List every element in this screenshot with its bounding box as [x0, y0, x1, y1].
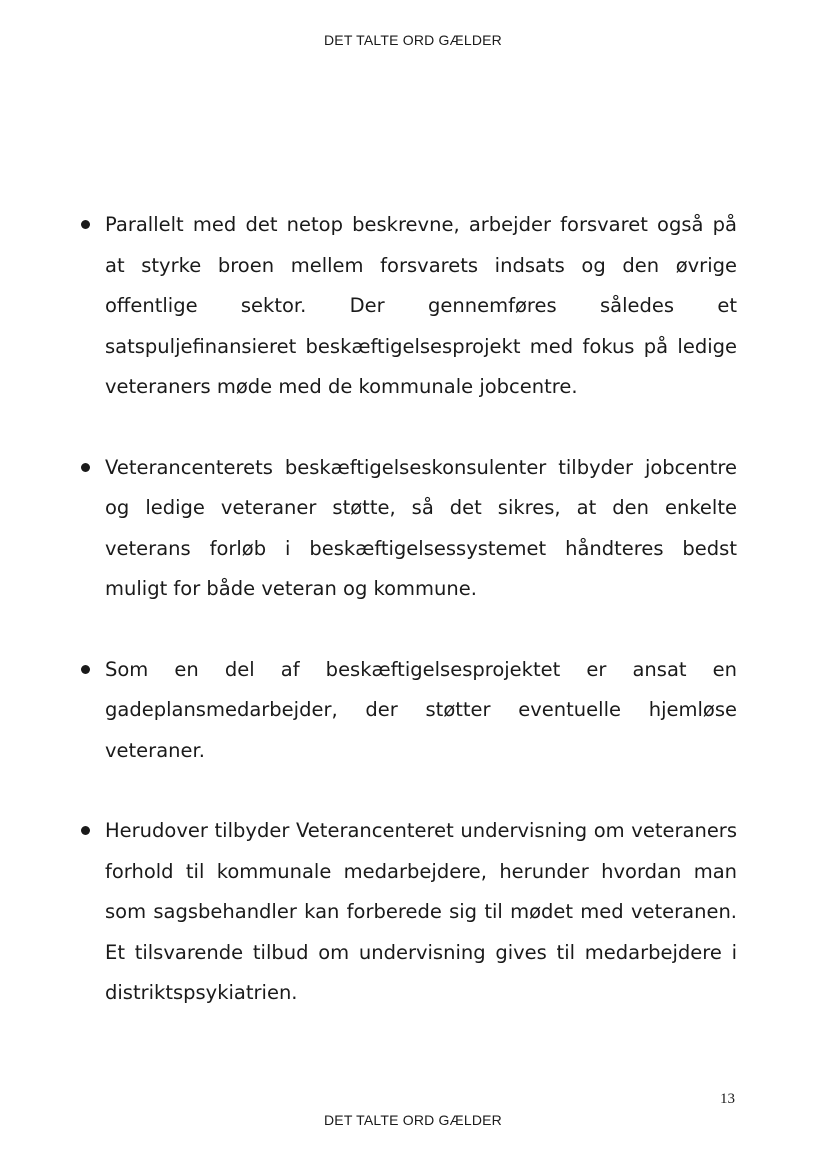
page-number: 13 — [720, 1091, 735, 1107]
bullet-icon — [81, 220, 90, 229]
bullet-icon — [81, 463, 90, 472]
bullet-icon — [81, 826, 90, 835]
bullet-item — [77, 650, 737, 772]
bullet-item — [77, 205, 737, 408]
bullet-item — [77, 811, 737, 1014]
page-header: DET TALTE ORD GÆLDER — [324, 32, 502, 48]
bullet-item — [77, 448, 737, 610]
bullet-text: Veterancenterets beskæftigelseskonsulenter tilbyder jobcentre og ledige veteraner støtte, så det sikres, at den enkelte veterans forløb i beskæftigelsessystemet håndteres bedst muligt for både veteran og kommune. — [105, 455, 737, 600]
bullet-icon — [81, 665, 90, 674]
bullet-text: Parallelt med det netop beskrevne, arbejder forsvaret også på at styrke broen mellem forsvarets indsats og den øvrige offentlige sektor. Der gennemføres således et satspuljefinansieret beskæftigelsesprojekt med fokus på ledige veteraners møde med de kommunale jobcentre. — [105, 213, 737, 398]
bullet-list — [77, 205, 737, 1014]
bullet-text: Herudover tilbyder Veterancenteret undervisning om veteraners forhold til kommunale medarbejdere, herunder hvordan man som sagsbehandler kan forberede sig til mødet med veteranen. Et tilsvarende tilbud om undervisning gives til medarbejdere i distriktspsykiatrien. — [105, 819, 737, 1004]
bullet-text: Som en del af beskæftigelsesprojektet er ansat en gadeplansmedarbejder, der støtter eventuelle hjemløse veteraner. — [105, 657, 737, 762]
page-footer: DET TALTE ORD GÆLDER — [324, 1112, 502, 1128]
